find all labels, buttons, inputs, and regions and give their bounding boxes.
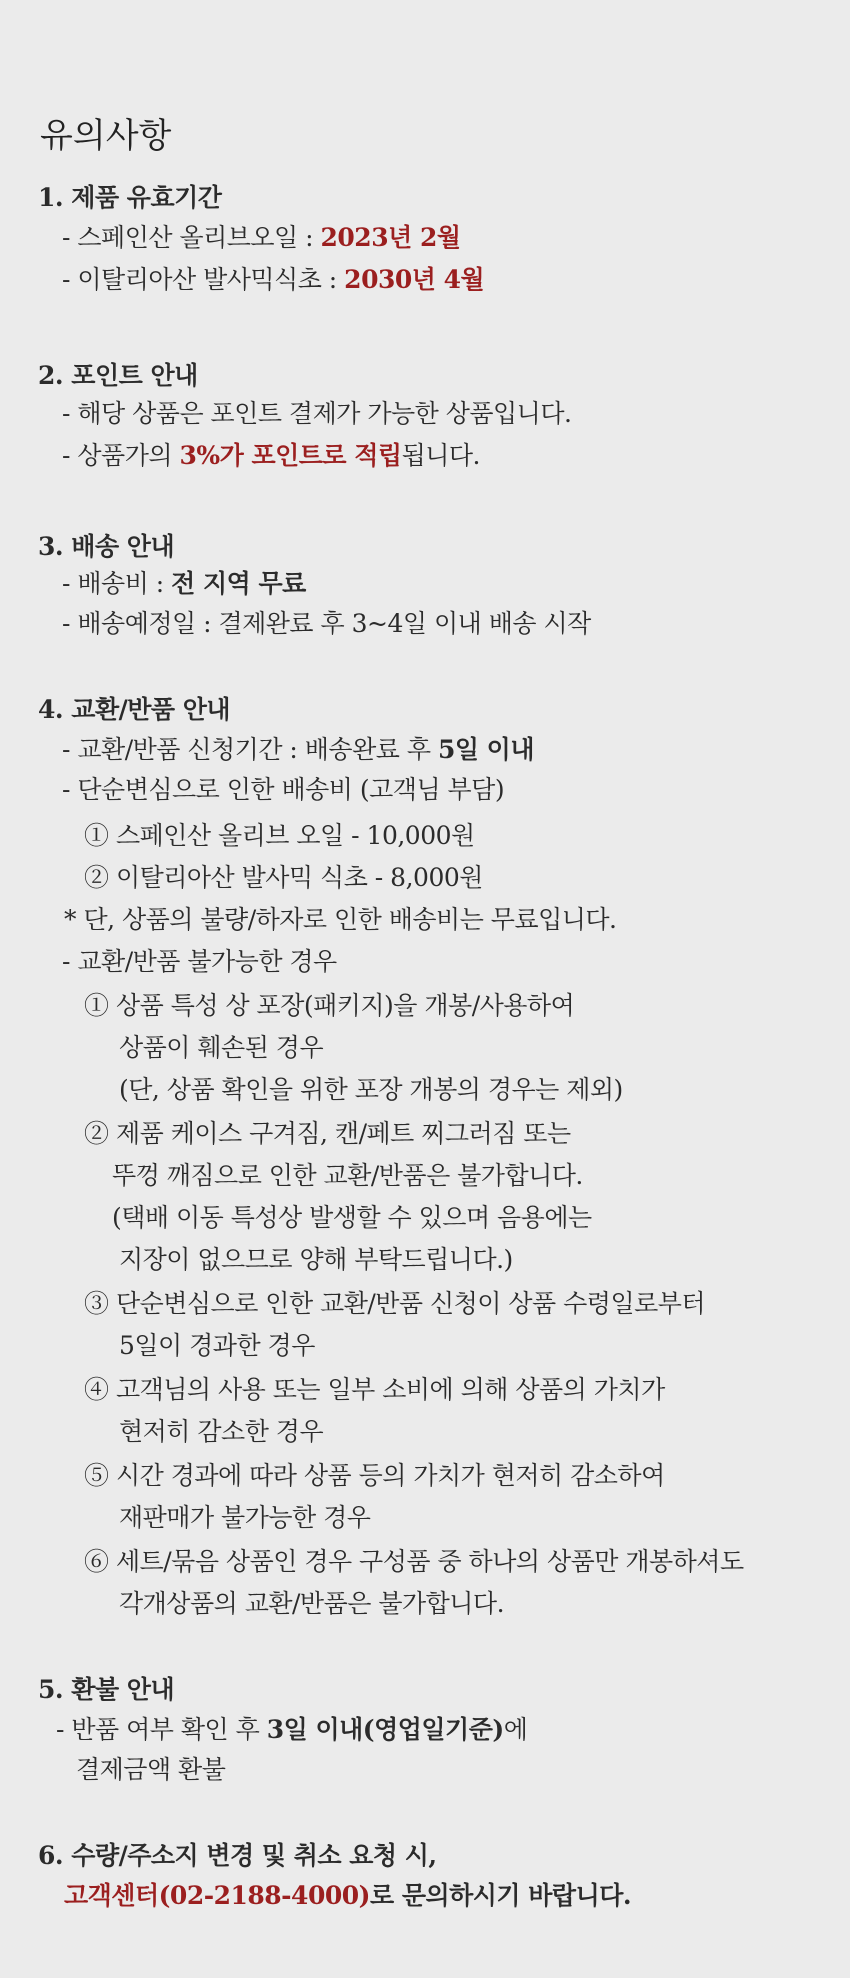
refund-line-2: 결제금액 환불 xyxy=(76,1755,226,1784)
expiry-olive-oil-label: - 스페인산 올리브오일 : xyxy=(62,223,321,252)
section-1-heading: 1. 제품 유효기간 xyxy=(38,183,222,212)
return-period-pre: - 교환/반품 신청기간 : 배송완료 후 xyxy=(62,735,438,764)
shipping-fee-label: - 배송비 : xyxy=(62,569,172,598)
case-2-line-4: 지장이 없으므로 양해 부탁드립니다.) xyxy=(119,1245,513,1274)
return-period xyxy=(62,730,534,770)
return-period-value: 5일 이내 xyxy=(437,735,534,764)
contact-line xyxy=(64,1876,631,1916)
shipping-schedule: - 배송예정일 : 결제완료 후 3~4일 이내 배송 시작 xyxy=(62,609,591,638)
case-4-line-2: 현저히 감소한 경우 xyxy=(119,1417,324,1446)
case-2-line-3: (택배 이동 특성상 발생할 수 있으며 음용에는 xyxy=(112,1203,592,1232)
point-rate-highlight: 3%가 포인트로 적립 xyxy=(179,441,402,470)
section-3-heading: 3. 배송 안내 xyxy=(38,532,175,561)
expiry-olive-oil xyxy=(62,218,461,258)
shipping-fee-value: 전 지역 무료 xyxy=(171,569,306,598)
case-4-line-1: ④ 고객님의 사용 또는 일부 소비에 의해 상품의 가치가 xyxy=(84,1375,665,1404)
case-5-line-1: ⑤ 시간 경과에 따라 상품 등의 가치가 현저히 감소하여 xyxy=(84,1461,665,1490)
case-1-line-3: (단, 상품 확인을 위한 포장 개봉의 경우는 제외) xyxy=(119,1075,623,1104)
section-4-heading: 4. 교환/반품 안내 xyxy=(38,695,231,724)
fee-olive-oil: ① 스페인산 올리브 오일 - 10,000원 xyxy=(84,821,475,850)
refund-post: 에 xyxy=(503,1715,528,1744)
expiry-olive-oil-value: 2023년 2월 xyxy=(320,223,461,252)
fee-balsamic: ② 이탈리아산 발사믹 식초 - 8,000원 xyxy=(84,863,483,892)
case-5-line-2: 재판매가 불가능한 경우 xyxy=(119,1503,371,1532)
return-unavailable-heading: - 교환/반품 불가능한 경우 xyxy=(62,947,337,976)
case-2-line-2: 뚜껑 깨짐으로 인한 교환/반품은 불가합니다. xyxy=(112,1161,583,1190)
case-1-line-2: 상품이 훼손된 경우 xyxy=(119,1033,324,1062)
contact-line-post: 로 문의하시기 바랍니다. xyxy=(369,1881,632,1910)
case-3-line-1: ③ 단순변심으로 인한 교환/반품 신청이 상품 수령일로부터 xyxy=(84,1289,706,1318)
expiry-balsamic xyxy=(62,260,484,300)
page-title: 유의사항 xyxy=(40,116,172,156)
case-6-line-1: ⑥ 세트/묶음 상품인 경우 구성품 중 하나의 상품만 개봉하셔도 xyxy=(84,1547,744,1576)
case-2-line-1: ② 제품 케이스 구겨짐, 캔/페트 찌그러짐 또는 xyxy=(84,1119,571,1148)
refund-period: 3일 이내(영업일기준) xyxy=(266,1715,504,1744)
shipping-fee xyxy=(62,564,306,604)
expiry-balsamic-value: 2030년 4월 xyxy=(344,265,485,294)
point-info-pre: - 상품가의 xyxy=(62,441,180,470)
point-info-line-1: - 해당 상품은 포인트 결제가 가능한 상품입니다. xyxy=(62,399,572,428)
case-6-line-2: 각개상품의 교환/반품은 불가합니다. xyxy=(119,1589,505,1618)
point-info-post: 됩니다. xyxy=(401,441,480,470)
case-3-line-2: 5일이 경과한 경우 xyxy=(119,1331,315,1360)
expiry-balsamic-label: - 이탈리아산 발사믹식초 : xyxy=(62,265,345,294)
case-1-line-1: ① 상품 특성 상 포장(패키지)을 개봉/사용하여 xyxy=(84,991,575,1020)
refund-line-1 xyxy=(56,1710,527,1750)
refund-pre: - 반품 여부 확인 후 xyxy=(56,1715,267,1744)
defect-note: * 단, 상품의 불량/하자로 인한 배송비는 무료입니다. xyxy=(64,905,617,934)
section-5-heading: 5. 환불 안내 xyxy=(38,1675,175,1704)
section-6-heading: 6. 수량/주소지 변경 및 취소 요청 시, xyxy=(38,1841,437,1870)
section-2-heading: 2. 포인트 안내 xyxy=(38,361,198,390)
point-info-line-2 xyxy=(62,436,480,476)
return-shipping-cost: - 단순변심으로 인한 배송비 (고객님 부담) xyxy=(62,775,505,804)
customer-center-phone: 고객센터(02-2188-4000) xyxy=(64,1881,370,1910)
